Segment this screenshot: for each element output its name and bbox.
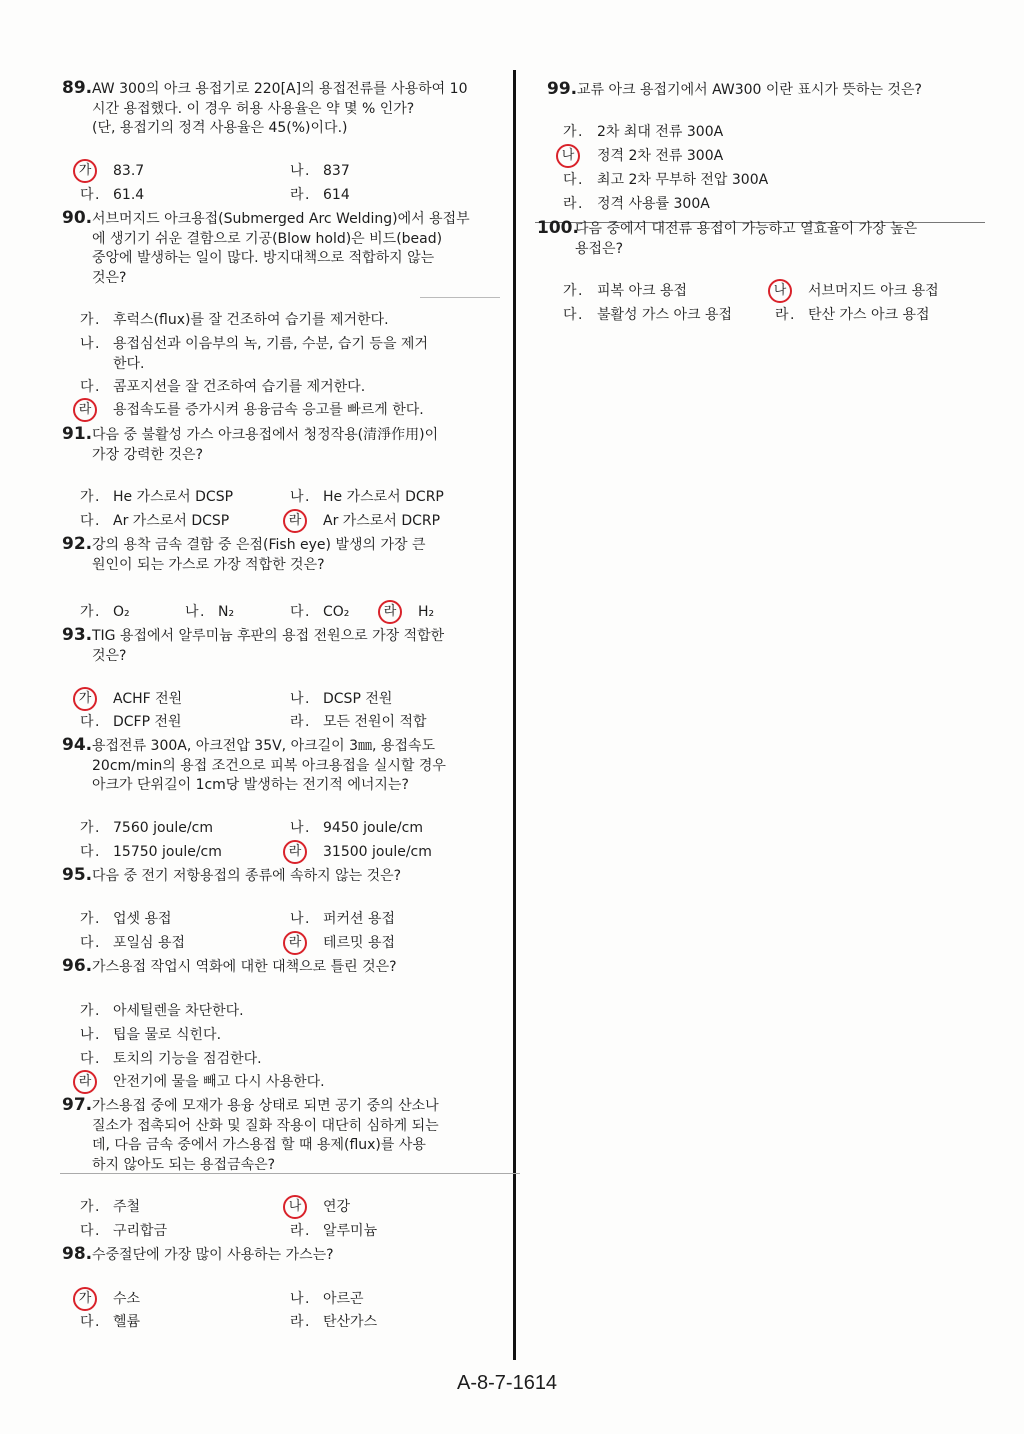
option-가-text: 83.7	[113, 163, 145, 179]
option-라-text: 614	[323, 187, 350, 203]
option-label: 다	[290, 604, 304, 620]
option-다-text: 불활성 가스 아크 용접	[597, 307, 733, 323]
option-label: 다	[80, 187, 94, 203]
question-number: 100.	[537, 218, 579, 238]
option-label: 다	[80, 714, 94, 730]
option-라-text: H₂	[418, 604, 435, 620]
question-text-line: (단, 용접기의 정격 사용율은 45(%)이다.)	[92, 120, 348, 136]
option-label-dot: .	[305, 1223, 310, 1239]
question-text-line: 다음 중 전기 저항용접의 종류에 속하지 않는 것은?	[92, 868, 402, 884]
option-가-text: 피복 아크 용접	[597, 283, 688, 299]
option-가-text: 주철	[113, 1199, 141, 1215]
option-label-dot: .	[305, 1291, 310, 1307]
option-label-dot: .	[200, 604, 205, 620]
option-label-dot: .	[578, 124, 583, 140]
option-label-dot: .	[305, 714, 310, 730]
question-text-line: 것은?	[92, 647, 127, 664]
option-다-text: 61.4	[113, 187, 145, 203]
option-라-text: 31500 joule/cm	[323, 844, 432, 860]
option-label-dot: .	[95, 187, 100, 203]
option-다-text: 헬륨	[113, 1314, 141, 1330]
option-label: 가	[80, 911, 94, 927]
option-label: 다	[80, 1051, 94, 1067]
question-text-line: 교류 아크 용접기에서 AW300 이란 표시가 뜻하는 것은?	[577, 82, 922, 98]
option-가-text: 수소	[113, 1291, 141, 1307]
option-나-text: He 가스로서 DCRP	[323, 489, 444, 505]
option-label-dot: .	[578, 307, 583, 323]
question-text-line: 질소가 접촉되어 산화 및 질화 작용이 대단히 심하게 되는	[92, 1117, 439, 1134]
option-label-dot: .	[95, 1051, 100, 1067]
question-number: 91.	[62, 424, 93, 444]
option-label-circled: 나	[556, 144, 580, 168]
option-label-dot: .	[95, 820, 100, 836]
question-text-line: 수중절단에 가장 많이 사용하는 가스는?	[92, 1247, 334, 1263]
option-label-dot: .	[95, 1027, 100, 1043]
option-label-dot: .	[305, 911, 310, 927]
option-label-dot: .	[95, 489, 100, 505]
option-다-text: 구리합금	[113, 1223, 168, 1239]
question-text-line: AW 300의 아크 용접기로 220[A]의 용접전류를 사용하여 10	[92, 81, 468, 97]
option-라-text: 정격 사용률 300A	[597, 196, 710, 212]
question-text-line: 아크가 단위길이 1cm당 발생하는 전기적 에너지는?	[92, 777, 409, 793]
option-label: 라	[290, 187, 304, 203]
option-나-text: 퍼커션 용접	[323, 911, 396, 927]
option-다-text: 15750 joule/cm	[113, 844, 222, 860]
option-나-text: 9450 joule/cm	[323, 820, 423, 836]
option-label-dot: .	[95, 379, 100, 395]
option-label-dot: .	[95, 1003, 100, 1019]
page-code: A-8-7-1614	[457, 1372, 558, 1394]
option-나-text: 정격 2차 전류 300A	[597, 148, 724, 164]
option-label-circled: 라	[73, 398, 97, 422]
question-text-line: 시간 용접했다. 이 경우 허용 사용율은 약 몇 % 인가?	[92, 100, 415, 117]
option-label-circled: 라	[283, 931, 307, 955]
option-label-dot: .	[95, 935, 100, 951]
option-label-dot: .	[305, 1314, 310, 1330]
question-text-line: 다음 중에서 대전류 용접이 가능하고 열효율이 가장 높은	[575, 221, 918, 237]
question-number: 99.	[547, 79, 578, 99]
column-divider	[513, 70, 516, 1360]
option-label-circled: 가	[73, 159, 97, 183]
option-다-text: 콤포지션을 잘 건조하여 습기를 제거한다.	[113, 379, 366, 395]
option-label: 가	[80, 1199, 94, 1215]
option-label: 다	[80, 1314, 94, 1330]
option-label: 다	[80, 844, 94, 860]
question-text-line: TIG 용접에서 알루미늄 후판의 용접 전원으로 가장 적합한	[92, 628, 445, 644]
option-라-text: 테르밋 용접	[323, 935, 396, 951]
option-label: 나	[80, 1027, 94, 1043]
option-label-circled: 라	[283, 509, 307, 533]
option-가-text: 2차 최대 전류 300A	[597, 124, 724, 140]
option-label-dot: .	[790, 307, 795, 323]
option-나-text: 아르곤	[323, 1291, 364, 1307]
question-text-line: 가스용접 작업시 역화에 대한 대책으로 틀린 것은?	[92, 959, 397, 975]
option-label: 라	[290, 714, 304, 730]
option-나-text: 팁을 물로 식힌다.	[113, 1027, 222, 1043]
option-나-text: DCSP 전원	[323, 691, 393, 707]
option-나-text: N₂	[218, 604, 235, 620]
option-label: 라	[775, 307, 789, 323]
option-label-circled: 가	[73, 1287, 97, 1311]
option-label-dot: .	[95, 513, 100, 529]
option-label: 라	[290, 1223, 304, 1239]
option-label: 나	[290, 911, 304, 927]
option-나-text: 용접심선과 이음부의 녹, 기름, 수분, 습기 등을 제거 한다.	[113, 336, 428, 372]
question-text-line: 원인이 되는 가스로 가장 적합한 것은?	[92, 556, 325, 573]
option-라-text: 알루미늄	[323, 1223, 378, 1239]
option-라-text: 용접속도를 증가시켜 용융금속 응고를 빠르게 한다.	[113, 402, 424, 418]
option-label-dot: .	[95, 1223, 100, 1239]
option-label: 다	[80, 379, 94, 395]
option-label-dot: .	[95, 1199, 100, 1215]
option-label: 나	[185, 604, 199, 620]
question-number: 90.	[62, 208, 93, 228]
option-label: 라	[563, 196, 577, 212]
question-number: 96.	[62, 956, 93, 976]
option-다-text: DCFP 전원	[113, 714, 182, 730]
question-text-line: 다음 중 불활성 가스 아크용접에서 청정작용(清淨作用)이	[92, 427, 439, 443]
option-가-text: 업셋 용접	[113, 911, 172, 927]
option-label: 가	[563, 124, 577, 140]
question-number: 93.	[62, 625, 93, 645]
question-text-line: 중앙에 발생하는 일이 많다. 방지대책으로 적합하지 않는	[92, 250, 435, 266]
option-label-dot: .	[95, 714, 100, 730]
option-label-circled: 나	[768, 279, 792, 303]
option-다-text: 최고 2차 무부하 전압 300A	[597, 172, 769, 188]
option-label: 가	[80, 489, 94, 505]
question-number: 97.	[62, 1095, 93, 1115]
option-label-dot: .	[578, 283, 583, 299]
option-label: 나	[290, 1291, 304, 1307]
option-label: 가	[80, 604, 94, 620]
option-label: 가	[80, 820, 94, 836]
question-text-line: 데, 다음 금속 중에서 가스용접 할 때 용제(flux)를 사용	[92, 1137, 426, 1153]
option-label: 다	[80, 513, 94, 529]
option-라-text: Ar 가스로서 DCRP	[323, 513, 441, 529]
option-label-dot: .	[578, 196, 583, 212]
question-text-line: 하지 않아도 되는 용접금속은?	[92, 1156, 276, 1173]
question-text-line: 강의 용착 금속 결함 중 은점(Fish eye) 발생의 가장 큰	[92, 537, 426, 553]
option-label-circled: 라	[283, 840, 307, 864]
option-label-dot: .	[95, 336, 100, 352]
option-label-dot: .	[305, 820, 310, 836]
option-가-text: ACHF 전원	[113, 691, 183, 707]
option-label-dot: .	[95, 312, 100, 328]
option-label-dot: .	[305, 163, 310, 179]
question-number: 98.	[62, 1244, 93, 1264]
option-label-circled: 가	[73, 687, 97, 711]
option-label: 나	[80, 336, 94, 352]
option-label: 가	[80, 1003, 94, 1019]
option-다-text: CO₂	[323, 604, 350, 620]
question-number: 92.	[62, 534, 93, 554]
option-label: 나	[290, 489, 304, 505]
option-label-dot: .	[305, 187, 310, 203]
option-label-dot: .	[305, 604, 310, 620]
option-label-dot: .	[305, 489, 310, 505]
faint-rule	[420, 297, 500, 298]
option-label-dot: .	[95, 844, 100, 860]
option-label: 가	[80, 312, 94, 328]
option-label: 다	[80, 1223, 94, 1239]
option-label-dot: .	[305, 691, 310, 707]
question-text-line: 용접전류 300A, 아크전압 35V, 아크길이 3㎜, 용접속도	[92, 738, 436, 754]
option-label-circled: 라	[378, 600, 402, 624]
option-다-text: 토치의 기능을 점검한다.	[113, 1051, 262, 1067]
option-다-text: Ar 가스로서 DCSP	[113, 513, 230, 529]
option-label: 라	[290, 1314, 304, 1330]
question-number: 94.	[62, 735, 93, 755]
option-라-text: 안전기에 물을 빼고 다시 사용한다.	[113, 1074, 325, 1090]
option-가-text: He 가스로서 DCSP	[113, 489, 234, 505]
option-라-text: 탄산 가스 아크 용접	[808, 307, 930, 323]
question-text-line: 것은?	[92, 269, 127, 286]
option-나-text: 서브머지드 아크 용접	[808, 283, 939, 299]
option-가-text: 7560 joule/cm	[113, 820, 213, 836]
question-text-line: 서브머지드 아크용접(Submerged Arc Welding)에서 용접부	[92, 211, 470, 227]
option-label: 다	[563, 307, 577, 323]
option-라-text: 모든 전원이 적합	[323, 714, 427, 730]
option-label: 가	[563, 283, 577, 299]
option-label: 다	[80, 935, 94, 951]
option-가-text: 후럭스(flux)를 잘 건조하여 습기를 제거한다.	[113, 312, 389, 328]
option-라-text: 탄산가스	[323, 1314, 378, 1330]
option-가-text: O₂	[113, 604, 130, 620]
option-다-text: 포일심 용접	[113, 935, 186, 951]
option-나-text: 837	[323, 163, 350, 179]
question-text-line: 에 생기기 쉬운 결함으로 기공(Blow hold)은 비드(bead)	[92, 230, 443, 247]
option-label-dot: .	[578, 172, 583, 188]
option-나-text: 연강	[323, 1199, 351, 1215]
question-text-line: 가스용접 중에 모재가 용융 상태로 되면 공기 중의 산소나	[92, 1098, 439, 1114]
question-text-line: 가장 강력한 것은?	[92, 446, 203, 463]
option-label: 나	[290, 163, 304, 179]
question-number: 95.	[62, 865, 93, 885]
option-label-circled: 나	[283, 1195, 307, 1219]
question-number: 89.	[62, 78, 93, 98]
question-text-line: 20cm/min의 용접 조건으로 피복 아크용접을 실시할 경우	[92, 757, 446, 774]
option-label: 나	[290, 691, 304, 707]
option-label-dot: .	[95, 911, 100, 927]
option-label: 나	[290, 820, 304, 836]
question-text-line: 용접은?	[575, 240, 624, 257]
option-label: 다	[563, 172, 577, 188]
option-label-circled: 라	[73, 1070, 97, 1094]
option-label-dot: .	[95, 604, 100, 620]
option-가-text: 아세틸렌을 차단한다.	[113, 1003, 244, 1019]
option-label-dot: .	[95, 1314, 100, 1330]
